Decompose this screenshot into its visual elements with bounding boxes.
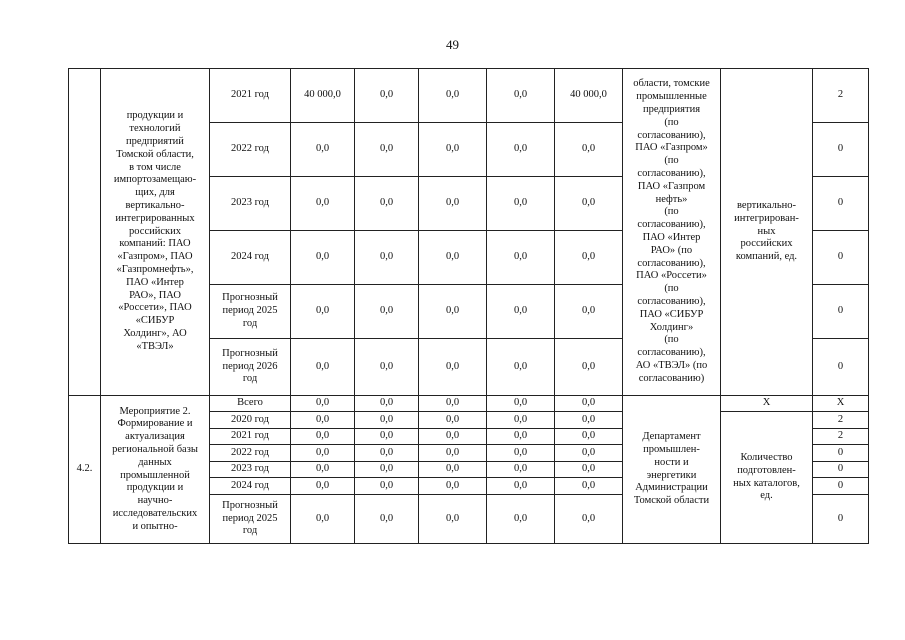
amount-local: 0,0 xyxy=(487,177,555,231)
amount-local: 0,0 xyxy=(487,285,555,339)
amount-federal: 0,0 xyxy=(355,123,419,177)
amount-extrabudget: 0,0 xyxy=(555,231,623,285)
amount-federal: 0,0 xyxy=(355,478,419,495)
table-row xyxy=(69,396,869,412)
period-cell: Прогнозный период 2025 год xyxy=(210,285,291,339)
amount-extrabudget: 0,0 xyxy=(555,339,623,396)
period-cell: 2021 год xyxy=(210,429,291,445)
period-cell: Прогнозный период 2026 год xyxy=(210,339,291,396)
period-cell: 2024 год xyxy=(210,478,291,495)
amount-local: 0,0 xyxy=(487,396,555,412)
indicator-value: 0 xyxy=(813,495,869,544)
amount-total: 0,0 xyxy=(291,396,355,412)
indicator-value: Х xyxy=(813,396,869,412)
period-cell: 2021 год xyxy=(210,69,291,123)
amount-local: 0,0 xyxy=(487,478,555,495)
indicator-value: 0 xyxy=(813,478,869,495)
amount-local: 0,0 xyxy=(487,462,555,478)
program-table xyxy=(68,68,869,544)
amount-extrabudget: 0,0 xyxy=(555,429,623,445)
amount-federal: 0,0 xyxy=(355,177,419,231)
indicator-name: вертикально- интегрирован- ных российских компаний, ед. xyxy=(721,69,813,396)
amount-total: 40 000,0 xyxy=(291,69,355,123)
amount-federal: 0,0 xyxy=(355,412,419,429)
amount-total: 0,0 xyxy=(291,462,355,478)
amount-regional: 0,0 xyxy=(419,285,487,339)
amount-federal: 0,0 xyxy=(355,445,419,462)
amount-extrabudget: 0,0 xyxy=(555,495,623,544)
amount-total: 0,0 xyxy=(291,177,355,231)
period-cell: 2020 год xyxy=(210,412,291,429)
indicator-value: 0 xyxy=(813,285,869,339)
period-cell: Прогнозный период 2025 год xyxy=(210,495,291,544)
amount-regional: 0,0 xyxy=(419,429,487,445)
amount-federal: 0,0 xyxy=(355,285,419,339)
period-cell: Всего xyxy=(210,396,291,412)
amount-extrabudget: 0,0 xyxy=(555,177,623,231)
amount-extrabudget: 0,0 xyxy=(555,123,623,177)
period-cell: 2022 год xyxy=(210,123,291,177)
amount-extrabudget: 0,0 xyxy=(555,462,623,478)
indicator-value: 2 xyxy=(813,429,869,445)
row-number-cell xyxy=(69,69,101,396)
amount-federal: 0,0 xyxy=(355,429,419,445)
amount-total: 0,0 xyxy=(291,478,355,495)
amount-federal: 0,0 xyxy=(355,69,419,123)
amount-extrabudget: 0,0 xyxy=(555,445,623,462)
amount-regional: 0,0 xyxy=(419,412,487,429)
amount-federal: 0,0 xyxy=(355,339,419,396)
table-row xyxy=(69,69,869,123)
amount-federal: 0,0 xyxy=(355,462,419,478)
amount-regional: 0,0 xyxy=(419,123,487,177)
amount-local: 0,0 xyxy=(487,69,555,123)
indicator-value: 0 xyxy=(813,231,869,285)
period-cell: 2022 год xyxy=(210,445,291,462)
amount-regional: 0,0 xyxy=(419,396,487,412)
amount-total: 0,0 xyxy=(291,231,355,285)
amount-extrabudget: 0,0 xyxy=(555,412,623,429)
period-cell: 2023 год xyxy=(210,177,291,231)
row-number-cell: 4.2. xyxy=(69,396,101,544)
amount-local: 0,0 xyxy=(487,429,555,445)
amount-regional: 0,0 xyxy=(419,478,487,495)
amount-total: 0,0 xyxy=(291,495,355,544)
period-cell: 2024 год xyxy=(210,231,291,285)
indicator-value: 2 xyxy=(813,412,869,429)
amount-local: 0,0 xyxy=(487,231,555,285)
amount-regional: 0,0 xyxy=(419,339,487,396)
amount-regional: 0,0 xyxy=(419,231,487,285)
amount-local: 0,0 xyxy=(487,495,555,544)
amount-local: 0,0 xyxy=(487,339,555,396)
amount-local: 0,0 xyxy=(487,445,555,462)
amount-total: 0,0 xyxy=(291,412,355,429)
indicator-value: 0 xyxy=(813,339,869,396)
amount-total: 0,0 xyxy=(291,285,355,339)
amount-total: 0,0 xyxy=(291,339,355,396)
amount-total: 0,0 xyxy=(291,123,355,177)
indicator-value: 2 xyxy=(813,69,869,123)
executor-cell: области, томские промышленные предприятия (по согласованию), ПАО «Газпром» (по согласованию), ПАО «Газпром нефть» (по согласованию), ПАО «Интер РАО» (по согласованию), ПАО «Россети» (по согласованию), ПАО «СИБУР Холдинг» (по согласованию), АО «ТВЭЛ» (по согласованию) xyxy=(623,69,721,396)
amount-federal: 0,0 xyxy=(355,231,419,285)
amount-extrabudget: 0,0 xyxy=(555,478,623,495)
period-cell: 2023 год xyxy=(210,462,291,478)
indicator-total: Х xyxy=(721,396,813,412)
amount-extrabudget: 0,0 xyxy=(555,285,623,339)
amount-total: 0,0 xyxy=(291,445,355,462)
activity-description: Мероприятие 2. Формирование и актуализация региональной базы данных промышленной продукции и научно- исследовательских и опытно- xyxy=(101,396,210,544)
amount-regional: 0,0 xyxy=(419,177,487,231)
amount-local: 0,0 xyxy=(487,412,555,429)
activity-description: продукции и технологий предприятий Томской области, в том числе импортозамещаю- щих, для вертикально- интегрированных российских компаний: ПАО «Газпром», ПАО «Газпромнефть», ПАО «Интер РАО», ПАО «Россети», ПАО «СИБУР Холдинг», АО «ТВЭЛ» xyxy=(101,69,210,396)
amount-regional: 0,0 xyxy=(419,462,487,478)
amount-extrabudget: 0,0 xyxy=(555,396,623,412)
indicator-value: 0 xyxy=(813,445,869,462)
executor-cell: Департамент промышлен- ности и энергетики Администрации Томской области xyxy=(623,396,721,544)
amount-extrabudget: 40 000,0 xyxy=(555,69,623,123)
indicator-value: 0 xyxy=(813,177,869,231)
amount-regional: 0,0 xyxy=(419,495,487,544)
amount-regional: 0,0 xyxy=(419,69,487,123)
indicator-value: 0 xyxy=(813,123,869,177)
amount-federal: 0,0 xyxy=(355,396,419,412)
page-number: 49 xyxy=(446,37,459,52)
indicator-value: 0 xyxy=(813,462,869,478)
indicator-name: Количество подготовлен- ных каталогов, ед. xyxy=(721,412,813,544)
amount-federal: 0,0 xyxy=(355,495,419,544)
amount-local: 0,0 xyxy=(487,123,555,177)
amount-total: 0,0 xyxy=(291,429,355,445)
amount-regional: 0,0 xyxy=(419,445,487,462)
